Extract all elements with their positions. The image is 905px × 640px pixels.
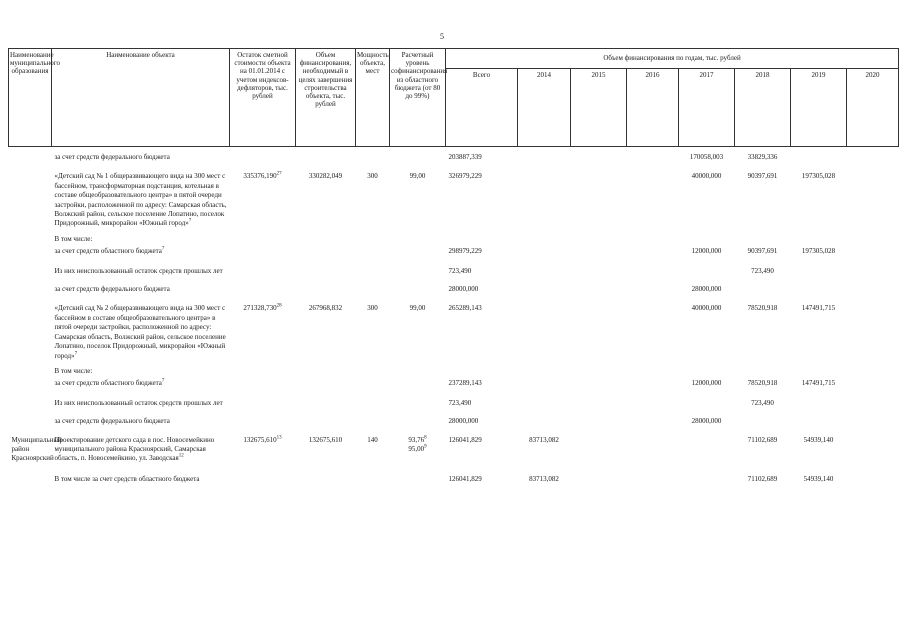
cell-2019-text: 147491,715 [801,304,836,313]
cell-cofinancing [390,295,446,361]
cell-2015 [571,465,627,485]
footnote-mark: 9 [424,444,427,450]
cell-2014 [518,390,571,409]
cell-remaining [230,428,296,465]
cell-2018-text: 723,490 [751,266,774,275]
cell-total [446,295,518,361]
cell-2018-text: 90397,691 [747,172,778,181]
table-row [9,390,899,409]
cell-2019 [791,230,847,245]
cell-total-text: 298979,229 [448,247,482,256]
cell-municipality [9,362,52,377]
cell-2017-text: 40000,000 [691,304,722,313]
table-row [9,295,899,361]
cell-2019-text: 54939,140 [803,435,834,444]
cell-cofinancing [390,245,446,257]
footnote-mark: 28 [276,304,282,310]
cell-2017-text: 28000,000 [691,285,722,294]
cell-capacity [356,428,390,465]
cell-2015 [571,258,627,277]
cell-2017 [679,230,735,245]
cell-2020 [847,230,899,245]
cell-2019 [791,245,847,257]
cell-remaining-text: 271328,730 [243,304,277,313]
financing-table [8,48,899,485]
cell-volume [296,245,356,257]
cell-object [52,147,230,164]
cell-2015 [571,295,627,361]
cell-cofinancing [390,465,446,485]
cell-2018 [735,377,791,389]
cell-2019-text: 54939,140 [803,474,834,483]
cell-remaining [230,377,296,389]
cell-volume [296,428,356,465]
cell-municipality [9,163,52,229]
footnote-mark: 7 [74,351,78,357]
cell-2018-text: 723,490 [751,398,774,407]
cell-cofinancing [390,409,446,427]
cell-2015 [571,409,627,427]
cell-remaining [230,230,296,245]
cell-2018 [735,390,791,409]
cell-2016 [627,409,679,427]
cell-municipality [9,390,52,409]
cell-total [446,245,518,257]
cell-2015 [571,277,627,295]
cell-municipality [9,230,52,245]
cell-remaining-text: 132675,610 [243,435,277,444]
cell-total-text: 237289,143 [448,379,482,388]
cell-2017-text: 170058,003 [689,153,724,161]
cell-cofinancing [390,230,446,245]
cell-cofinancing [390,258,446,277]
cell-2018 [735,277,791,295]
footnote-mark: 8 [424,435,427,441]
cell-volume [296,295,356,361]
cell-total-text: 126041,829 [448,474,482,483]
cell-2015 [571,230,627,245]
cell-2018-text: 90397,691 [747,247,778,256]
cell-cofinancing-secondary: 95,00 [408,444,425,453]
footnote-mark: 12 [178,454,184,460]
cell-object [52,362,230,377]
cell-2020 [847,390,899,409]
cell-2018 [735,465,791,485]
cell-2018 [735,428,791,465]
cell-2016 [627,377,679,389]
cell-object [52,409,230,427]
cell-cofinancing-text: 93,76 [408,435,425,444]
cell-capacity [356,163,390,229]
cell-2017 [679,147,735,164]
cell-2020 [847,245,899,257]
cell-total [446,277,518,295]
cell-2014 [518,258,571,277]
cell-2020 [847,295,899,361]
cell-total-text: 28000,000 [448,285,479,294]
cell-2014 [518,295,571,361]
cell-remaining [230,409,296,427]
cell-2018-text: 78520,918 [747,304,778,313]
table-row [9,230,899,245]
header-remaining-cost: Остаток сметной стоимости объекта на 01.01.2014 с учетом индексов-дефляторов, тыс. рублей [230,49,296,147]
cell-object-text: «Детский сад № 2 общеразвивающего вида на 300 мест с бассейном в составе общеобразовательного центра» в пятой очереди застройки, расположенной по адресу: Самарская область, Волжский район, сельское поселение Лопатино, поселок Придорожный, микрорайон «Южный город» [54,304,226,360]
cell-total-text: 326979,229 [448,172,482,181]
cell-2017 [679,277,735,295]
cell-volume [296,277,356,295]
cell-2019 [791,147,847,164]
cell-capacity [356,362,390,377]
cell-2014 [518,163,571,229]
table-row [9,163,899,229]
cell-capacity [356,245,390,257]
cell-2019 [791,277,847,295]
cell-total [446,147,518,164]
cell-2019 [791,295,847,361]
footnote-mark: 7 [161,246,165,252]
cell-volume [296,163,356,229]
cell-2015 [571,163,627,229]
cell-object-text: за счет средств областного бюджета [54,247,162,256]
cell-2018 [735,245,791,257]
cell-total [446,362,518,377]
cell-2017 [679,409,735,427]
cell-2016 [627,428,679,465]
cell-2019-text: 147491,715 [801,379,836,388]
cell-cofinancing [390,163,446,229]
cell-2015 [571,428,627,465]
cell-remaining [230,390,296,409]
cell-total [446,465,518,485]
cell-object [52,245,230,257]
cell-2017 [679,362,735,377]
header-municipality: Наименование муниципального образования [9,49,52,147]
table-row [9,362,899,377]
cell-2020 [847,465,899,485]
cell-remaining [230,147,296,164]
table-body [9,147,899,486]
table-row [9,277,899,295]
cell-2019 [791,258,847,277]
cell-2015 [571,377,627,389]
cell-volume-text: 132675,610 [308,435,343,444]
cell-2018 [735,258,791,277]
cell-2020 [847,258,899,277]
cell-2014 [518,428,571,465]
cell-capacity-text: 300 [367,172,378,181]
cell-cofinancing-text: 99,00 [409,172,426,181]
cell-cofinancing [390,428,446,465]
cell-cofinancing [390,390,446,409]
cell-total-text: 126041,829 [448,435,482,444]
cell-municipality [9,428,62,465]
cell-capacity [356,258,390,277]
cell-2018-text: 71102,689 [747,474,778,483]
header-year-2019: 2019 [791,69,847,147]
cell-2017-text: 12000,000 [691,379,722,388]
cell-volume [296,465,356,485]
cell-2020 [847,147,899,164]
cell-object-text: Из них неиспользованный остаток средств прошлых лет [54,398,223,407]
cell-capacity [356,390,390,409]
cell-municipality [9,295,52,361]
header-year-2016: 2016 [627,69,679,147]
header-years-group: Объем финансирования по годам, тыс. рублей [446,49,899,69]
cell-capacity [356,465,390,485]
cell-2017 [679,428,735,465]
cell-2019 [791,377,847,389]
cell-2016 [627,295,679,361]
cell-volume [296,147,356,164]
table-row [9,465,899,485]
cell-capacity-text: 140 [367,435,378,444]
cell-object [52,465,230,485]
cell-2019 [791,362,847,377]
cell-2014 [518,362,571,377]
cell-object [52,258,230,277]
cell-2016 [627,465,679,485]
cell-2016 [627,245,679,257]
cell-remaining [230,277,296,295]
cell-2014 [518,465,571,485]
cell-2016 [627,390,679,409]
cell-2014 [518,409,571,427]
cell-2014-text: 83713,082 [529,474,559,483]
cell-2020 [847,362,899,377]
cell-volume [296,409,356,427]
cell-2018 [735,295,791,361]
header-financing-volume: Объем финансирования, необходимый в целях завершения строительства объекта, тыс. рублей [296,49,356,147]
cell-remaining-text: 335376,190 [243,172,277,181]
cell-volume [296,377,356,389]
footnote-mark: 7 [161,378,165,384]
footnote-mark: 7 [188,219,192,225]
cell-object [52,295,230,361]
cell-object-text: за счет средств областного бюджета [54,379,162,388]
cell-2020 [847,163,899,229]
cell-2014 [518,377,571,389]
cell-2015 [571,362,627,377]
cell-remaining [230,258,296,277]
cell-object-text: за счет средств федерального бюджета [54,417,170,426]
footnote-mark: 27 [276,172,282,178]
cell-cofinancing [390,277,446,295]
cell-2016 [627,230,679,245]
cell-2017-text: 28000,000 [691,417,722,426]
cell-total [446,230,518,245]
cell-object [52,377,230,389]
cell-volume [296,230,356,245]
cell-2016 [627,277,679,295]
cell-capacity-text: 300 [367,304,378,313]
cell-volume-text: 267968,832 [308,304,343,313]
cell-object-text: Проектирование детского сада в пос. Новосемейкино муниципального района Красноярский, Самарская область, п. Новосемейкино, ул. Заводская [54,435,215,463]
cell-capacity [356,277,390,295]
cell-2019 [791,163,847,229]
cell-total [446,409,518,427]
cell-total-text: 265289,143 [448,304,482,313]
cell-object [52,428,230,465]
cell-2014 [518,230,571,245]
cell-2018 [735,230,791,245]
cell-total [446,390,518,409]
cell-2019-text: 197305,028 [801,172,836,181]
cell-remaining [230,295,296,361]
cell-volume-text: 330282,049 [308,172,343,181]
cell-2017 [679,258,735,277]
cell-municipality [9,277,52,295]
cell-cofinancing [390,147,446,164]
cell-2015 [571,390,627,409]
cell-2019-text: 197305,028 [801,247,836,256]
table-row [9,147,899,164]
cell-2016 [627,362,679,377]
cell-object-text: «Детский сад № 1 общеразвивающего вида на 300 мест с бассейном, трансформаторная подстанция, котельная в составе общеобразовательного центра» в пятой очереди застройки, расположенной по адресу: Самарская область, Волжский район, сельское поселение Лопатино, поселок Придорожный, микрорайон «Южный город» [54,172,227,228]
cell-2019 [791,390,847,409]
cell-object [52,163,230,229]
cell-2020 [847,409,899,427]
cell-object-text: В том числе за счет средств областного бюджета [54,474,200,483]
cell-remaining [230,163,296,229]
cell-object [52,230,230,245]
table-row [9,258,899,277]
cell-total [446,258,518,277]
cell-total [446,163,518,229]
cell-object-text: В том числе: [54,234,93,243]
cell-total-text: 723,490 [448,398,472,407]
cell-remaining [230,362,296,377]
cell-total-text: 723,490 [448,266,472,275]
cell-object-text: Из них неиспользованный остаток средств прошлых лет [54,266,223,275]
cell-capacity [356,147,390,164]
cell-2018 [735,163,791,229]
cell-total-text: 203887,339 [448,153,482,161]
cell-volume [296,258,356,277]
cell-capacity [356,295,390,361]
cell-2016 [627,163,679,229]
cell-2020 [847,277,899,295]
cell-2018 [735,147,791,164]
cell-2018-text: 78520,918 [747,379,778,388]
header-total: Всего [446,69,518,147]
cell-2019 [791,428,847,465]
cell-municipality [9,409,52,427]
cell-volume [296,390,356,409]
header-cofinancing: Расчетный уровень софинансирования из областного бюджета (от 80 до 99%) [390,49,446,147]
cell-2014 [518,147,571,164]
header-year-2014: 2014 [518,69,571,147]
cell-object [52,277,230,295]
cell-object-text: за счет средств федерального бюджета [54,153,170,161]
cell-2018 [735,409,791,427]
cell-municipality [9,258,52,277]
cell-2019 [791,409,847,427]
cell-2014 [518,277,571,295]
cell-total [446,377,518,389]
cell-2017 [679,245,735,257]
page-number: 5 [440,32,444,41]
header-object: Наименование объекта [52,49,230,147]
cell-object-text: В том числе: [54,366,93,375]
cell-2017 [679,377,735,389]
cell-2015 [571,245,627,257]
header-year-2015: 2015 [571,69,627,147]
table-row [9,245,899,257]
cell-2017 [679,390,735,409]
cell-2019 [791,465,847,485]
table-row [9,428,899,465]
cell-2020 [847,377,899,389]
cell-2015 [571,147,627,164]
header-year-2018: 2018 [735,69,791,147]
cell-municipality-text: Муниципальный район Красноярский [11,435,62,463]
cell-2014 [518,245,571,257]
table-row [9,377,899,389]
cell-2018 [735,362,791,377]
cell-total [446,428,518,465]
cell-cofinancing [390,362,446,377]
cell-volume [296,362,356,377]
cell-capacity [356,409,390,427]
cell-capacity [356,377,390,389]
cell-2016 [627,258,679,277]
cell-remaining [230,465,296,485]
cell-2018-text: 71102,689 [747,435,778,444]
footnote-mark: 13 [276,435,282,441]
cell-municipality [9,465,52,485]
header-year-2017: 2017 [679,69,735,147]
cell-municipality [9,245,52,257]
cell-cofinancing-text: 99,00 [409,304,426,313]
cell-municipality [9,377,52,389]
cell-2017-text: 40000,000 [691,172,722,181]
table-row [9,409,899,427]
cell-object [52,390,230,409]
cell-municipality [9,147,52,164]
cell-total-text: 28000,000 [448,417,479,426]
cell-cofinancing [390,377,446,389]
cell-2017 [679,295,735,361]
cell-2017 [679,163,735,229]
cell-2017-text: 12000,000 [691,247,722,256]
cell-2016 [627,147,679,164]
cell-remaining [230,245,296,257]
cell-object-text: за счет средств федерального бюджета [54,285,170,294]
cell-2018-text: 33829,336 [747,153,778,161]
cell-2017 [679,465,735,485]
cell-2020 [847,428,899,465]
header-year-2020: 2020 [847,69,899,147]
cell-2014-text: 83713,082 [529,435,559,444]
cell-capacity [356,230,390,245]
header-capacity: Мощность объекта, мест [356,49,390,147]
